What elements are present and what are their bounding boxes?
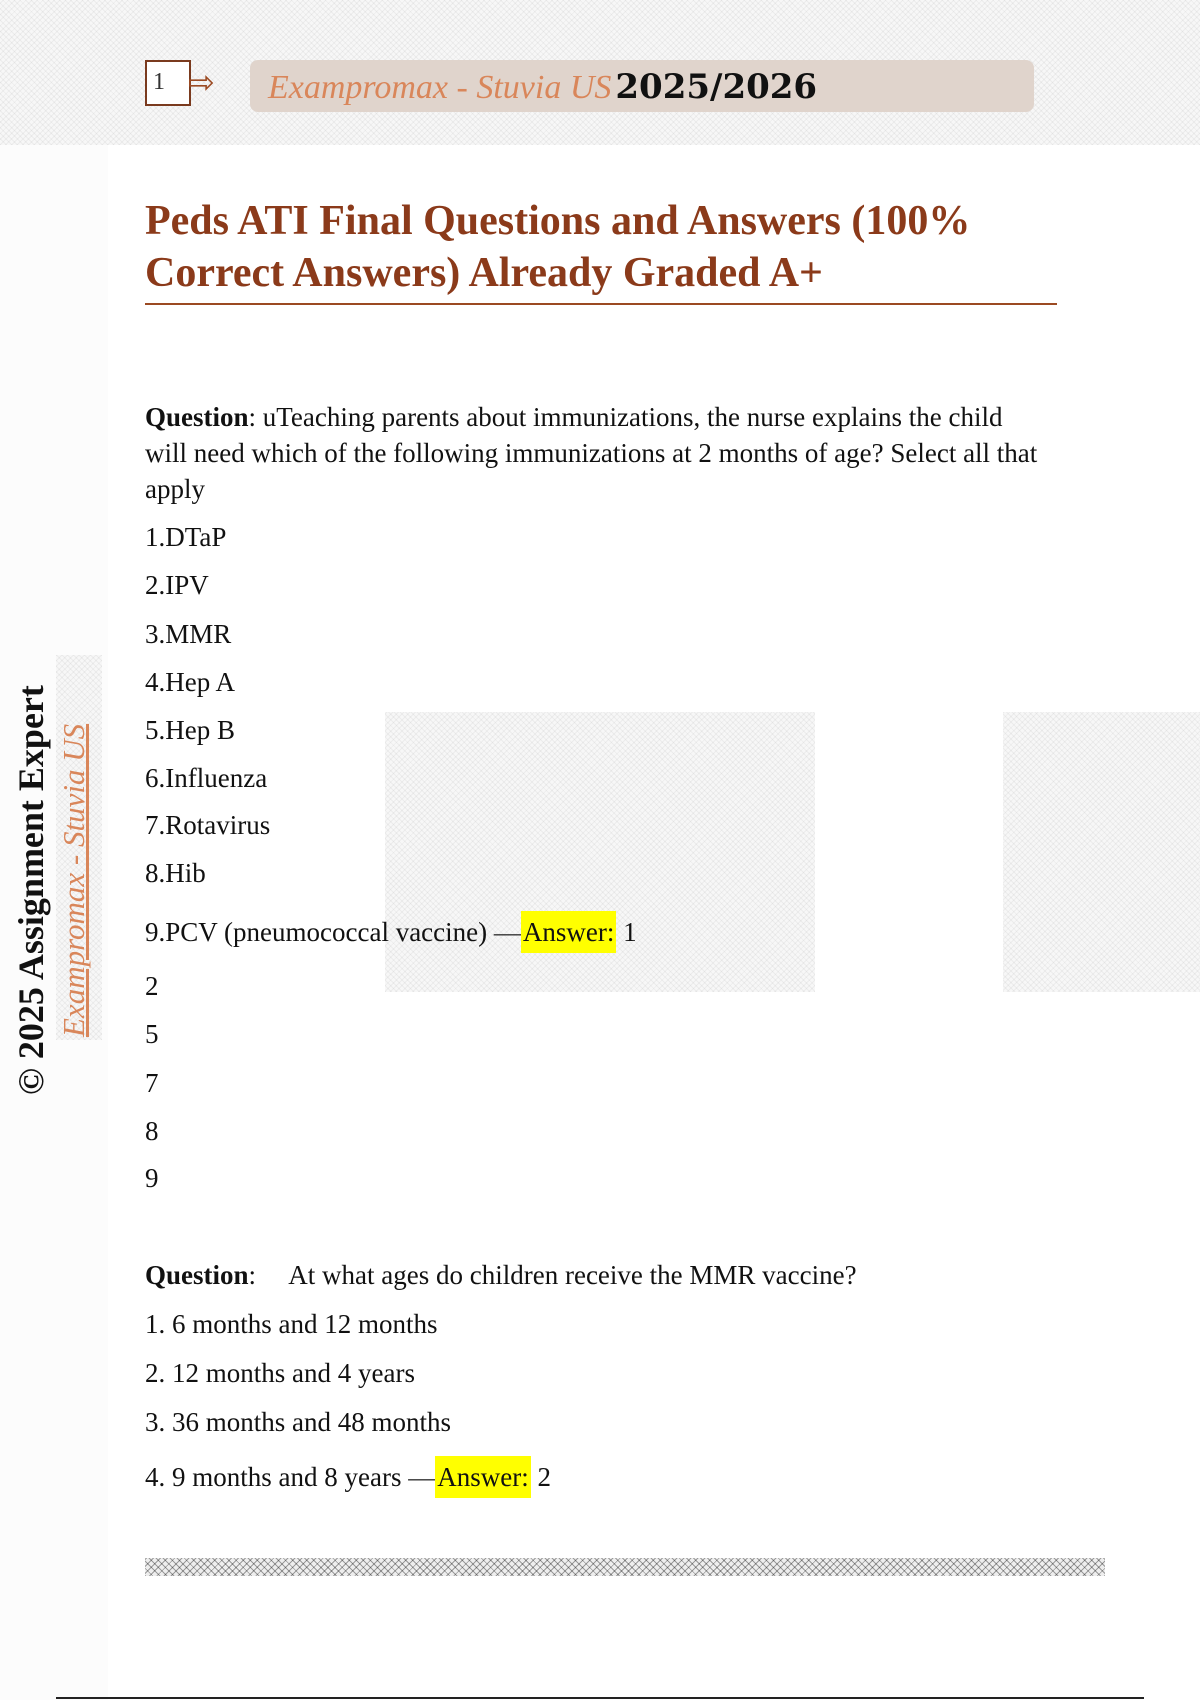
- answer-value: 9: [145, 1163, 159, 1193]
- header-brand: [268, 67, 817, 107]
- answer-label: Answer:: [521, 911, 616, 953]
- page-number: 1: [153, 69, 165, 95]
- header-brand-text: Exampromax - Stuvia US: [268, 69, 612, 106]
- watermark-patch: [1003, 712, 1200, 992]
- arrow-right-icon: ⇨: [188, 63, 215, 101]
- question-label: Question: [145, 402, 249, 432]
- list-item: 9.PCV (pneumococcal vaccine): [145, 917, 488, 947]
- sidebar-copyright: © 2025 Assignment Expert: [11, 685, 51, 1095]
- answer-value: 1: [623, 917, 637, 947]
- title-block: [145, 195, 1057, 305]
- question-1-text: [145, 399, 1045, 507]
- answer-value: 2: [537, 1462, 551, 1492]
- question-2-text: [145, 1257, 1045, 1293]
- list-item: 3.MMR: [145, 619, 232, 649]
- page-number-box: [145, 60, 191, 106]
- answer-value: 2: [145, 971, 159, 1001]
- answer-value: 8: [145, 1116, 159, 1146]
- answer-row: [145, 1460, 551, 1494]
- title-line-1: Peds ATI Final Questions and Answers (100%: [145, 198, 971, 244]
- list-item: 7.Rotavirus: [145, 810, 271, 840]
- page-title: [145, 195, 1057, 299]
- answer-dash: —: [493, 917, 521, 947]
- list-item: 2.IPV: [145, 570, 209, 600]
- hatched-divider: [145, 1558, 1105, 1576]
- list-item: 1.DTaP: [145, 522, 227, 552]
- answer-dash: —: [408, 1462, 436, 1492]
- list-item: 4.Hep A: [145, 667, 235, 697]
- answer-value: 7: [145, 1068, 159, 1098]
- answer-label: Answer:: [435, 1456, 530, 1498]
- header-banner: [250, 60, 1034, 112]
- sidebar-brand-box: [56, 655, 102, 1040]
- question-body: : At what ages do children receive the MMR vaccine?: [248, 1260, 857, 1290]
- answer-row: [145, 915, 637, 949]
- title-line-2: Correct Answers) Already Graded A+: [145, 250, 823, 296]
- list-item: 2. 12 months and 4 years: [145, 1358, 415, 1388]
- sidebar-brand: Exampromax - Stuvia US: [56, 723, 91, 1037]
- list-item: 5.Hep B: [145, 715, 235, 745]
- header-year: 2025/2026: [615, 67, 818, 107]
- question-label: Question: [145, 1260, 249, 1290]
- footer-rule: [56, 1697, 1144, 1699]
- question-body: : uTeaching parents about immunizations, the nurse explains the child will need which of the following immunizations at 2 months of age? Select all that apply: [145, 402, 1038, 504]
- list-item: 4. 9 months and 8 years: [145, 1462, 402, 1492]
- list-item: 6.Influenza: [145, 763, 268, 793]
- answer-value: 5: [145, 1019, 159, 1049]
- list-item: 8.Hib: [145, 858, 206, 888]
- list-item: 3. 36 months and 48 months: [145, 1407, 452, 1437]
- list-item: 1. 6 months and 12 months: [145, 1309, 438, 1339]
